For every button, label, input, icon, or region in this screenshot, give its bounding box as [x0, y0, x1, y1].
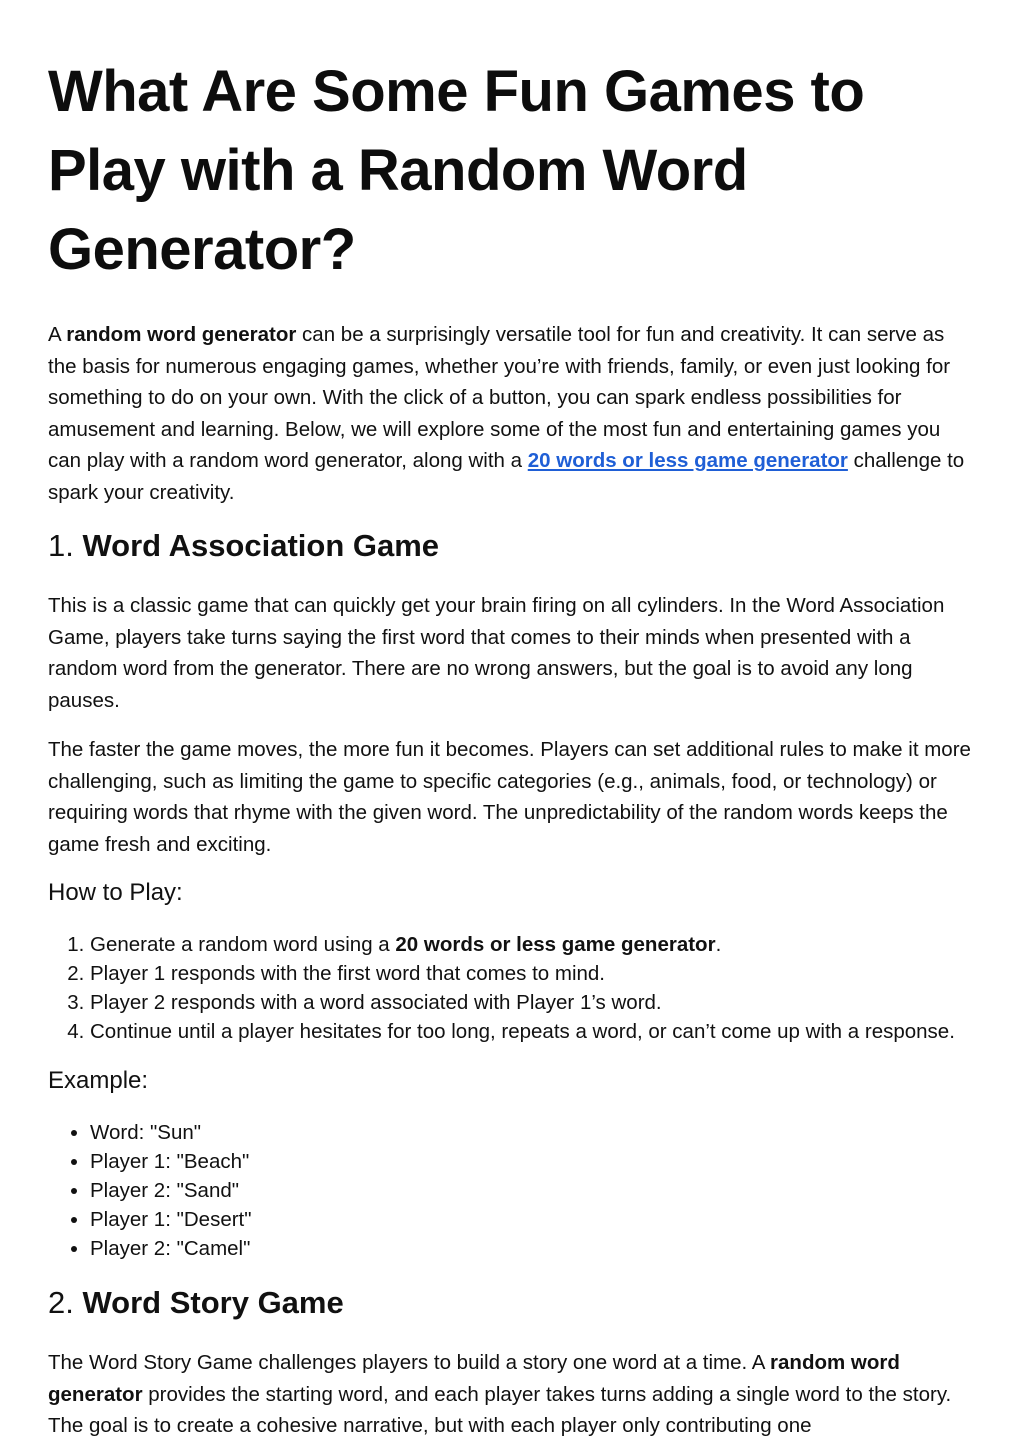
section-1-title: Word Association Game: [82, 528, 440, 563]
section-2-text-1: The Word Story Game challenges players to build a story one word at a time. A: [48, 1351, 771, 1374]
list-item: • Player 1: "Beach": [90, 1147, 976, 1176]
intro-text-2: can be a surprisingly versatile tool for fun and creativity. It can serve as the basis for numerous engaging games, whether you’re with friends, family, or even just looking for something to do on your own. With the click of a button, you can spark endless possibilities for amusement and learning. Below, we will explore some of the most fun and entertaining games you can play with a random word generator, along with a: [48, 323, 951, 472]
section-2-bold-term: random word generator: [48, 1351, 900, 1406]
step-1-bold: 20 words or less game generator: [395, 933, 716, 956]
intro-paragraph: [48, 319, 976, 508]
list-item: [90, 930, 976, 959]
section-2-text-2: provides the starting word, and each player takes turns adding a single word to the story. The goal is to create a cohesive narrative, but with each player only contributing one: [48, 1382, 952, 1437]
intro-text-3: challenge to spark your creativity.: [48, 449, 965, 504]
how-to-play-heading: How to Play:: [48, 879, 183, 906]
section-1-heading: [48, 526, 976, 566]
example-heading: Example:: [48, 1067, 149, 1094]
section-2-heading: [48, 1283, 976, 1323]
step-1-text: Generate a random word using a: [90, 933, 396, 956]
intro-bold-term: random word generator: [66, 323, 297, 346]
example-list: [48, 1118, 976, 1263]
section-2-title: Word Story Game: [82, 1285, 344, 1320]
list-item: • Word: "Sun": [90, 1118, 976, 1147]
section-1-paragraph-1: This is a classic game that can quickly get your brain firing on all cylinders. In the Word Association Game, players take turns saying the first word that comes to their minds when presented with a random word from the generator. There are no wrong answers, but the goal is to avoid any long pauses.: [48, 594, 945, 712]
step-1-end: .: [715, 933, 722, 956]
list-item: 4. Continue until a player hesitates for too long, repeats a word, or can’t come up with a response.: [90, 1017, 976, 1046]
list-item: • Player 2: "Sand": [90, 1176, 976, 1205]
list-item: • Player 2: "Camel": [90, 1234, 976, 1263]
list-item: • Player 1: "Desert": [90, 1205, 976, 1234]
section-2-number: 2.: [48, 1285, 83, 1320]
list-item: 2. Player 1 responds with the first word that comes to mind.: [90, 959, 976, 988]
page-title: What Are Some Fun Games to Play with a Random Word Generator?: [48, 59, 865, 282]
section-1-number: 1.: [48, 528, 83, 563]
list-item: 3. Player 2 responds with a word associated with Player 1’s word.: [90, 988, 976, 1017]
game-generator-link[interactable]: 20 words or less game generator: [527, 449, 848, 472]
section-2-paragraph-1: [48, 1347, 976, 1442]
how-to-play-list: [48, 930, 976, 1046]
intro-text-1: A: [48, 323, 67, 346]
section-1-paragraph-2: The faster the game moves, the more fun it becomes. Players can set additional rules to make it more challenging, such as limiting the game to specific categories (e.g., animals, food, or technology) or requiring words that rhyme with the given word. The unpredictability of the random words keeps the game fresh and exciting.: [48, 738, 971, 856]
